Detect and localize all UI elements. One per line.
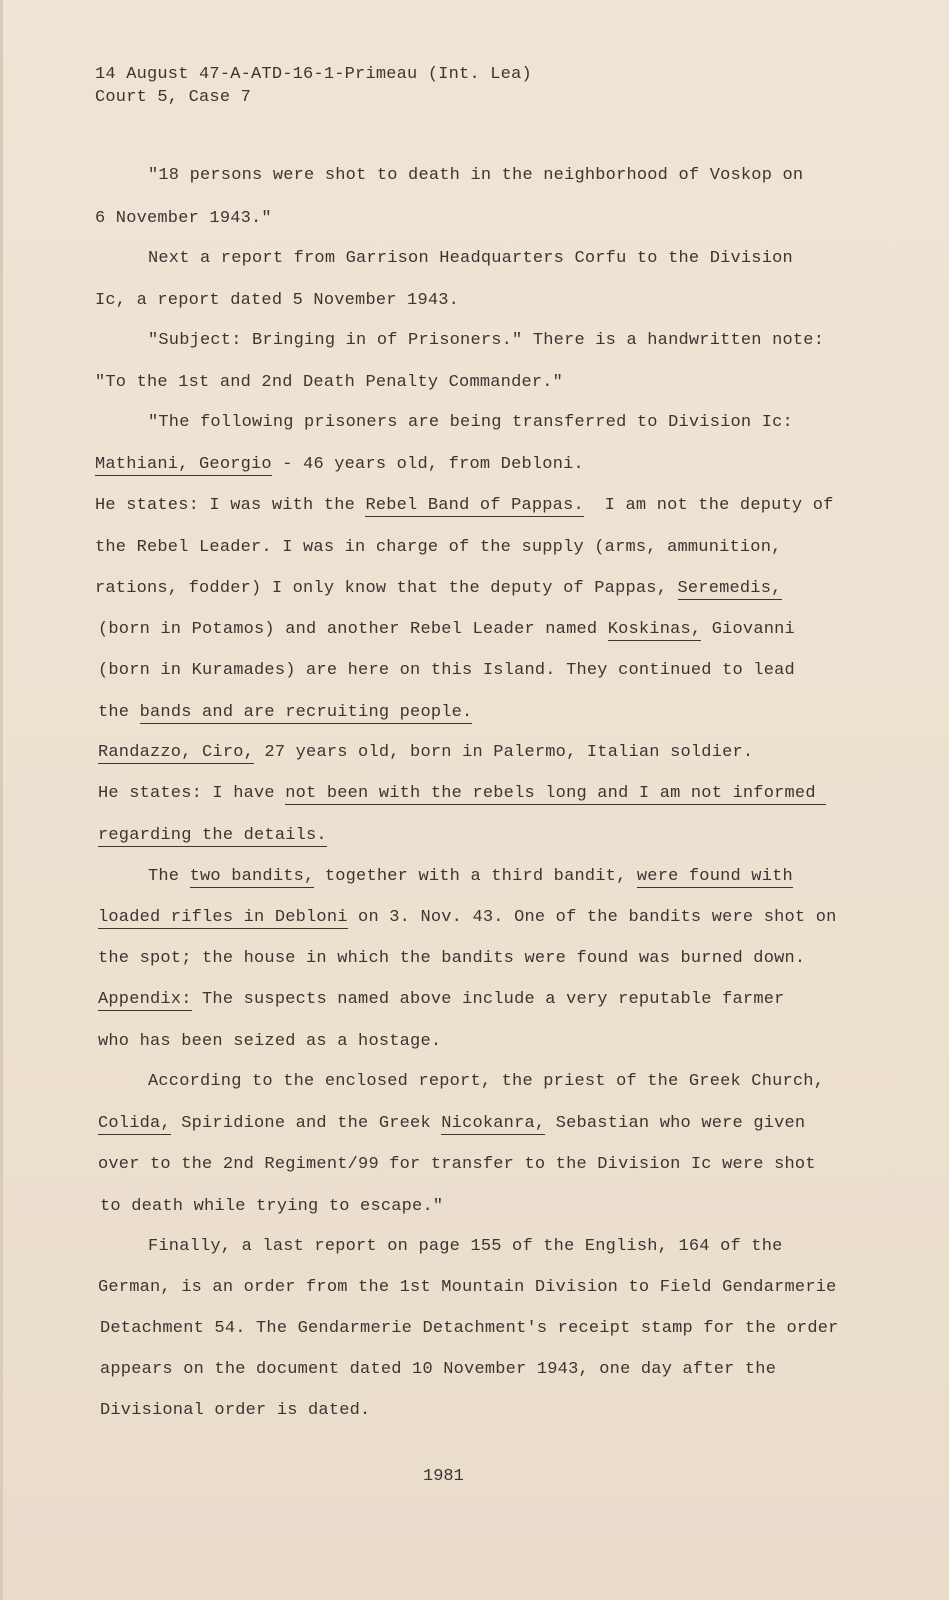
document-line [148, 1071, 824, 1093]
line-text: rations, fodder) I only know that the deputy of Pappas, [95, 579, 678, 598]
line-text: the [98, 703, 140, 722]
line-text: - 46 years old, from Debloni. [271, 455, 584, 474]
document-line [95, 537, 782, 559]
line-text: the Rebel Leader. I was in charge of the supply (arms, ammunition, [95, 538, 782, 557]
line-text: on 3. Nov. 43. One of the bandits were shot on [347, 908, 837, 927]
line-text: Spiridione and the Greek [170, 1114, 442, 1133]
line-text: Ic, a report dated 5 November 1943. [95, 291, 460, 310]
document-line [98, 783, 826, 805]
document-line [98, 907, 837, 929]
document-line [98, 660, 795, 682]
line-text: "The following prisoners are being transferred to Division Ic: [148, 413, 793, 432]
page-number: 1981 [423, 1467, 464, 1486]
header-line-2: Court 5, Case 7 [95, 88, 252, 107]
document-line [98, 948, 805, 970]
underlined-text: regarding the details. [98, 826, 327, 845]
line-text: Sebastian who were given [545, 1114, 806, 1133]
underlined-text: not been with the rebels long and I am not informed [285, 784, 827, 803]
line-text: He states: I have [98, 784, 286, 803]
document-line [100, 1400, 370, 1422]
line-text: Next a report from Garrison Headquarters Corfu to the Division [148, 249, 793, 268]
document-line [98, 1113, 805, 1135]
header-line-1: 14 August 47-A-ATD-16-1-Primeau (Int. Lea) [95, 65, 532, 84]
line-text: who has been seized as a hostage. [98, 1032, 442, 1051]
line-text: (born in Kuramades) are here on this Island. They continued to lead [98, 661, 795, 680]
underlined-text: Koskinas, [607, 620, 702, 639]
underlined-text: Seremedis, [677, 579, 782, 598]
line-text: According to the enclosed report, the priest of the Greek Church, [148, 1072, 825, 1091]
underlined-text: two bandits, [189, 867, 315, 886]
line-text: over to the 2nd Regiment/99 for transfer to the Division Ic were shot [98, 1155, 816, 1174]
line-text: The suspects named above include a very reputable farmer [191, 990, 785, 1009]
line-text: He states: I was with the [95, 496, 366, 515]
document-line [98, 1154, 816, 1176]
document-line [148, 1236, 783, 1258]
document-line [98, 1031, 441, 1053]
underlined-text: bands and are recruiting people. [139, 703, 473, 722]
line-text: appears on the document dated 10 November 1943, one day after the [100, 1360, 777, 1379]
document-line [100, 1318, 839, 1340]
line-text: 6 November 1943." [95, 209, 272, 228]
document-line [148, 412, 793, 434]
line-text: Detachment 54. The Gendarmerie Detachment's receipt stamp for the order [100, 1319, 839, 1338]
document-line [100, 1359, 776, 1381]
document-line [148, 866, 793, 888]
document-line [98, 702, 472, 724]
underlined-text: Mathiani, Georgio [95, 455, 272, 474]
document-line [98, 825, 327, 847]
underlined-text: Appendix: [98, 990, 192, 1009]
line-text: I am not the deputy of [583, 496, 834, 515]
document-line [98, 619, 795, 641]
underlined-text: Nicokanra, [441, 1114, 546, 1133]
underlined-text: loaded rifles in Debloni [98, 908, 348, 927]
line-text: together with a third bandit, [314, 867, 637, 886]
line-text: Giovanni [701, 620, 795, 639]
document-line [98, 989, 785, 1011]
line-text: (born in Potamos) and another Rebel Leader named [98, 620, 608, 639]
line-text: Divisional order is dated. [100, 1401, 371, 1420]
underlined-text: Randazzo, Ciro, [98, 743, 255, 762]
document-line [98, 742, 753, 764]
document-line [95, 495, 834, 517]
document-line [148, 248, 793, 270]
underlined-text: Rebel Band of Pappas. [365, 496, 584, 515]
underlined-text: were found with [636, 867, 793, 886]
line-text: The [148, 867, 190, 886]
document-line [95, 208, 272, 230]
line-text: to death while trying to escape." [100, 1197, 444, 1216]
document-line [95, 454, 584, 476]
line-text: "To the 1st and 2nd Death Penalty Commander." [95, 373, 564, 392]
underlined-text: Colida, [98, 1114, 171, 1133]
line-text: "18 persons were shot to death in the neighborhood of Voskop on [148, 166, 804, 185]
document-line [98, 1277, 837, 1299]
line-text: the spot; the house in which the bandits were found was burned down. [98, 949, 806, 968]
line-text: 27 years old, born in Palermo, Italian soldier. [254, 743, 754, 762]
line-text: German, is an order from the 1st Mountain Division to Field Gendarmerie [98, 1278, 837, 1297]
document-line [100, 1196, 443, 1218]
document-line [148, 165, 803, 187]
document-line [95, 578, 782, 600]
document-line [95, 372, 563, 394]
document-line [95, 290, 459, 312]
line-text: Finally, a last report on page 155 of the English, 164 of the [148, 1237, 783, 1256]
document-line [148, 330, 824, 352]
line-text: "Subject: Bringing in of Prisoners." There is a handwritten note: [148, 331, 825, 350]
